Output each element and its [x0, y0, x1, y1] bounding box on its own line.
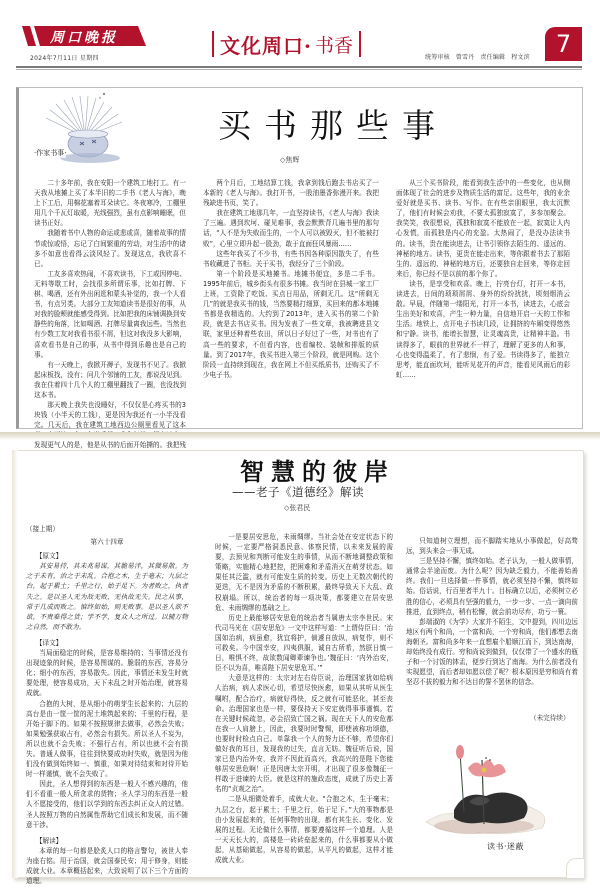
paragraph: 工友多喜欢热闹，不喜欢读书，下工或因停电、无料等歇工时，会找很多所谓乐事，比如打牌、下棋、喝酒，还有外出闲逛和蒙头补觉的，我一个人看书，有点另类。大部分工友知道读书是很好的事，从对我的脸颊就能感受得到。比如把我的床铺调换到安静些的角落，比如喝酒、打牌尽量离我远些。当然也有少数工友对我看书很不屑，但这对我没多大影响，喜欢看书是自己的事，从书中得到乐趣也是自己的事。 [34, 269, 186, 359]
newspaper-logo [22, 26, 146, 46]
paragraph: 读书，是享受和欢喜。晚上，拧亮台灯，打开一本书，读进去，日间的琐琐屑屑、身外的纷纷扰扰，顷刻烟消云散。早晨，伴随第一缕阳光，打开一本书，读进去，心底会生出美好和欢喜，产生一种力量，自信地开启一天的工作和生活。地铁上，点开电子书读几段，让拥挤的车厢变得悠然和宁静。读书，能增长智慧，让灵魂高贵，让精神丰盈。书读得多了，眼前的世界就不一样了，理解了更多的人和事，心也变得温柔了，有了悲悯，有了爱。书读得多了，能独立思考，能直面坎坷，能听见花开的声音，能看见风雨后的彩虹…… [396, 279, 570, 379]
paragraph: 大意是这样的：太宗对左右侍臣说，治理国家犹如给病人治病，病人求医心切，希望尽快医愈，如果从其听从医生嘱咐，配合治疗，病就好得快，反之就有可能恶化，甚至丧命。治理国家也是一样，要保持天下安定就得事事谨慎。若在关键时候疏忽，必会招致亡国之祸。现在天下人的安危都在我一人肩膀上，因此，我要时时警惕，即使被称功颂德，也要时时检点自己。单靠我一个人的努力还不够，希望你们做好我的耳目，发现我的过失，直言无妨。魏征听后说，国家已是内治外安，我并不因此而高兴，我高兴的是陛下您能够居安思危啊！正是因唐太宗开明，才出现了很多像魏征一样敢于进谏的大臣。就是这样的施政态度，成就了历史上著名的“贞观之治”。 [215, 674, 393, 794]
illustration-caption: 读书·迷蔽 [487, 842, 525, 851]
paragraph: 本章的每一句都是脍炙人口的格言警句，被世人奉为座右铭。用于治国，就会国泰民安；用于修身，则能成就大业。本章概括起来，大致说明了以下三个方面的道理。 [26, 846, 188, 886]
paragraph: 第一个阶段是买地摊书。地摊书便宜，多是二手书。1995年前后，城乡街头有很多书摊。我当时在县城一家工厂上班，工资除了吃饭、买点日用品，所剩无几。这“所剩无几”的就是我买书的钱，当然要精打细算，买回来的都本地摊书都是我精选的。大约到了2013年，进入买书的第二个阶段，就是去书店买书。因为发表了一些文章，我被聘进县文联，家里还种着些农田，所以日子好过了一些，对书也有了高一些的要求，不但看内容，也看编校、装帧和排版的质量。到了2017年，我买书进入第三个阶段，就是网购。这个阶段一直持续到现在，我在网上不但买纸质书，还购买了不少电子书。 [203, 269, 379, 379]
commentary-heading: 【解读】 [35, 836, 63, 845]
article2-frame-edge [12, 450, 18, 878]
issue-date: 2024年7月11日 星期四 [30, 55, 99, 62]
section-title [212, 30, 361, 58]
section-sub-title: 书香 [314, 34, 353, 57]
credit-name-editor: 程文滨 [511, 54, 530, 61]
editor-credits [425, 52, 536, 61]
article1-column-1 [34, 178, 186, 450]
masthead-rule-thin [16, 69, 582, 70]
article2-column-2 [215, 532, 393, 867]
section-bar-right [359, 31, 361, 57]
paragraph: 两个月后，工地结算工钱，我拿到钱后跑去书店买了一本新的《老人与海》。我打开书，一股油墨香弥漫开来。我把残缺进书页，笑了。 [203, 179, 379, 208]
credit-role-editor: 责任编辑 [480, 54, 506, 61]
paragraph: 从三个买书阶段，能看到我生活中的一些变化，也从侧面体现了社会的进步及物质生活的富足。这些年，我的业余爱好就是买书、读书、写作。在有些亲朋眼里，我太沉默了，他们有时候会劝我，不要太孤独寂寞了，多参加聚会。我笑笑，我很想说，孤独和寂寞不能放在一起，寂寞让人内心发慌，而孤独是内心的充盈。太热闹了，是没办法读书的。读书，贵在能读进去，让书引领你去陌生的、遥远的、神秘的地方。读书，更贵在能走出来，等你跟着书去了那陌生的、遥远的、神秘的地方后，还要独自走回来，等你走回来后，你已经不是以前的那个你了。 [396, 179, 570, 278]
paragraph: 一是要居安思危，未雨绸缪。当社会处在安定状态下的时候，一定要严格洞悉民意、体察民情，以未来发展的需要，去预见和判断可能发生的事情，从而不断地调整政策和策略，实施精心地把控，把困难和矛盾消灭在萌芽状态。如果任其泛滥，就有可能发生质的转变。历史上无数次朝代的更迭，无不是因为矛盾的不断积累，最终导致天下大乱、政权崩塌。所以，统治者的每一项决策，都要建立在居安思危、未雨绸缪的基础之上。 [215, 533, 393, 612]
paragraph: 三是坚持不懈，慎终如始。老子认为，一般人做事情，通常会半途而废。为什么呢？因为缺乏毅力，不能善始善终。我们一旦选择做一件事情，就必须坚持不懈，慎终如始。俗话说，行百里者半九十。目标确立以后，必须树立必胜的信心，必须具有坚强的毅力，一步一步、一点一滴向前推进，直到终点，稍有松懈，就会前功尽弃，功亏一篑。 [406, 557, 578, 616]
chapter-heading: 第六十四章 [90, 538, 124, 547]
paragraph: 因此，圣人想得到的东西是一般人不感兴趣的，他们不看重一般人所贪求的货物；圣人学习的东西是一般人不愿接受的，他们以学到的东西去纠正众人的过错。圣人按照万物的自然属性帮助它们成长和发展，而不随意干涉。 [26, 780, 188, 829]
masthead [0, 0, 600, 72]
article2-title: 智慧的彼岸 [240, 457, 395, 486]
article1-author: ◇焦辉 [280, 156, 300, 164]
article2-subtitle: ——老子《道德经》解读 [232, 485, 364, 499]
credit-name-review: 曾雪丹 [455, 54, 475, 61]
paragraph: 合抱的大树，是从细小的萌芽生长起来的；九层的高台是由一筐一筐的泥土堆筑起来的；千里的行程，是开始于脚下的。如果不按照规律去做事，必然会失败；如果勉强获取占有，必然会有损失。所以圣人不妄为，所以也就不会失败；不强行占有，所以也就不会有损失。普通人做事，往往到快要成功时失败，就是因为他们没有做到始终如一、慎重，如果对待结束和对待开始时一样谨慎，就不会失败了。 [26, 699, 188, 779]
section-main-title: 文化周口· [220, 33, 312, 58]
paragraph: 二是从细微处着手，成就大业。“合抱之木，生于毫末；九层之台，起于累土；千里之行，始于足下。”大的事物都是由小发展起来的，任何事物的出现，都有其生长、变化、发展的过程。无论做什么事情，都要遵循这样一个道理。人是一天天长大的，高楼是一砖砖垒起来的，什么事都要从小做起，从基础做起，从容易的做起，从平凡的做起，这样才能成就大业。 [215, 795, 393, 864]
paragraph: 彭端淑的《为学》大家并不陌生，文中提到，四川边远地区有两个和尚，一个富和尚，一个穷和尚，他们都想去南海朝圣。富和尚多年来一直想雇个船顺江而下，到达南海，却始终没有成行。穷和尚说到做到，仅仅带了一个盛水的瓶子和一个讨饭的钵盂，便步行到达了南海。为什么前者没有实现愿望，而后者却如愿以偿了呢？根本原因是穷和尚有着坚忍不拔的毅力和不达目的誓不罢休的信念。 [406, 617, 578, 687]
article2-column-3 [406, 536, 578, 696]
lotus-ink-painting-icon [424, 740, 554, 850]
translation-heading: 【译文】 [35, 638, 63, 647]
paragraph: 这些年我买了不少书，有些书因各种原因散失了，有些书收藏进了书柜。关于买书，我经分了三个阶段。 [203, 249, 379, 268]
article2-author: ◇张君民 [284, 504, 311, 512]
article1-column-2 [203, 178, 379, 418]
paragraph: 有一天晚上，我掀开褥子，发现书不见了。我掀起床板找，没有；问几个邻铺的工友，都说没见到。我在住着四十几个人的工棚里翻找了一圈，也没找到这本书。 [34, 360, 186, 399]
masthead-rule [16, 66, 582, 68]
lotus-illustration [424, 740, 554, 850]
paragraph: 二十多年前，我在安阳一个建筑工地打工。有一天我从地摊上买了本半旧的二手书《老人与海》，晚上下工后，用棉花塞着耳朵读它。冬夜寒冷，工棚里用几个千瓦灯取暖，光线强烈，虽有点影响睡眠，但读书正好。 [34, 179, 186, 228]
paragraph: 只知道树立理想，而不脚踏实地从小事做起，好高骛远，到头来会一事无成。 [406, 537, 578, 556]
paragraph: 那天晚上我失也没睡好，不仅仅是心疼买书的3块钱（小半天的工钱），更是因为我还有一小半没看完。几天后，我在建筑工地西边公厕里看见了这本 发现更气人的是，他是从书的后面开始撕的。我把残 [34, 401, 186, 450]
article1-title: 买书那些事 [218, 106, 448, 145]
paragraph: 历史上最能够居安思危的统治者当属唐太宗李世民。宋代司马光在《居安思危》一文中这样写道：“上谓侍臣曰：‘治国如治病，病虽愈，犹宜将护，倘遽自放纵，病复作，则不可救矣。今中国幸安，四夷俱服，诚自古所希，然朕日慎一日，唯惧不终，故欲数闻卿辈谏争也。’魏征曰：‘内外治安，臣不以为喜，唯喜陛下居安思危耳。’” [215, 613, 393, 673]
article2-column-1 [26, 524, 188, 886]
paragraph: 我在建筑工地那几年，一直坚持读书，《老人与海》我读了三遍。遇到坎坷、碰见难事，我会默默背几遍书里的那句话，“人不是为失败而生的，一个人可以被毁灭，但不能被打败”，心里立即升起一股劲，敢于直面狂风暴雨…… [203, 209, 379, 248]
paragraph: 当局面稳定的时候，是容易维持的；当事情还没有出现迹象的时候，是容易图谋的。脆弱的东西，容易分化；细小的东西，容易散失。因此，事情还未发生时就要处理，使容易成功，天下未乱之时开始治理，就容易成就。 [26, 649, 188, 698]
section-bar-left [212, 31, 214, 57]
original-text: 其安易持，其未兆易谋，其脆易泮，其微易散。为之于未有，治之于未乱。合抱之木，生于毫末；九层之台，起于累土；千里之行，始于足下。为者败之，执者失之。是以圣人无为故无败，无执故无失。民之从事，常于几成而败之。慎终如始，则无败事。是以圣人欲不欲，不贵难得之货；学不学，复众人之所过。以辅万物之自然，而不敢为。 [26, 562, 188, 631]
paragraph: 我随着书中人物的命运或悲或喜，随着故事的情节或惊或悟，忘记了白间繁重的劳动，对生活中的诸多不如意也看得云淡风轻了。发现这点，我欣喜不已。 [34, 229, 186, 268]
page-number: 7 [545, 27, 582, 61]
frame-corner-notch [566, 858, 584, 878]
series-note: （接上期） [26, 525, 59, 533]
newspaper-name: 周口晚报 [50, 30, 118, 46]
article1-column-3 [396, 178, 570, 418]
original-heading: 【原文】 [35, 552, 63, 561]
to-be-continued: （未完待续） [530, 714, 570, 722]
article-divider [0, 432, 600, 440]
column-label: ·作家书事· [34, 149, 67, 157]
credit-role-review: 统筹审核 [425, 54, 450, 61]
